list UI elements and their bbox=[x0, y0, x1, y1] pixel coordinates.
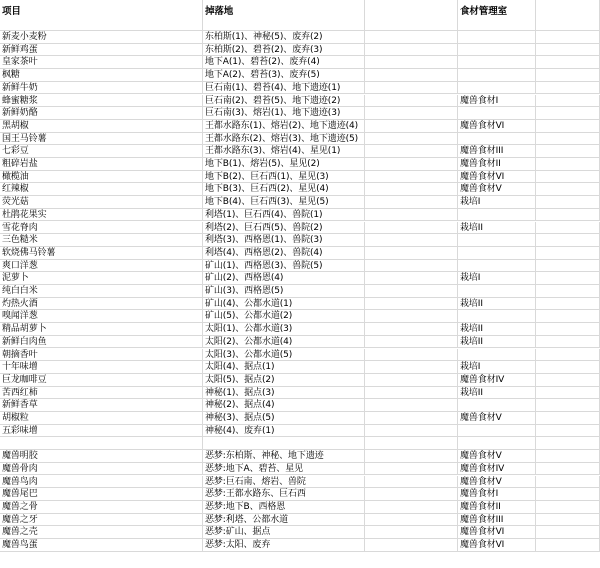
table-row bbox=[0, 310, 600, 323]
drop-location-cell[interactable]: 地下B(2)、巨石西(1)、星见(3) bbox=[203, 171, 365, 184]
drop-location-cell[interactable]: 巨石南(2)、碧苔(5)、地下遗迹(2) bbox=[203, 95, 365, 108]
table-row bbox=[0, 44, 600, 57]
table-row bbox=[0, 171, 600, 184]
table-row bbox=[0, 476, 600, 489]
blank-cell-2-cell[interactable] bbox=[536, 260, 600, 273]
ingredient-room-cell[interactable] bbox=[458, 56, 536, 69]
blank-cell-2-cell[interactable] bbox=[536, 298, 600, 311]
ingredient-room-cell[interactable] bbox=[458, 247, 536, 260]
drop-location-cell[interactable]: 地下B(1)、熔岩(5)、星见(2) bbox=[203, 158, 365, 171]
drop-location-cell[interactable]: 利塔(1)、巨石西(4)、兽院(1) bbox=[203, 209, 365, 222]
ingredient-room-cell[interactable]: 魔兽食材I bbox=[458, 95, 536, 108]
item-name-cell[interactable]: 雪花脊肉 bbox=[0, 222, 203, 235]
blank-cell-cell[interactable] bbox=[365, 437, 458, 450]
ingredient-room-cell[interactable]: 魔兽食材I bbox=[458, 488, 536, 501]
blank-cell-2-cell[interactable] bbox=[536, 336, 600, 349]
drop-location-cell[interactable] bbox=[203, 437, 365, 450]
blank-cell-2-cell[interactable] bbox=[536, 463, 600, 476]
item-name-cell[interactable]: 魔兽之壳 bbox=[0, 526, 203, 539]
ingredient-room-cell[interactable]: 栽培II bbox=[458, 387, 536, 400]
ingredient-room-cell[interactable]: 魔兽食材III bbox=[458, 145, 536, 158]
drop-location-cell[interactable]: 巨石南(3)、熔岩(1)、地下遗迹(3) bbox=[203, 107, 365, 120]
header-empty-2[interactable] bbox=[536, 0, 600, 31]
table-row bbox=[0, 425, 600, 438]
item-name-cell[interactable]: 魔兽鸟蛋 bbox=[0, 539, 203, 552]
ingredient-room-cell[interactable]: 栽培II bbox=[458, 323, 536, 336]
blank-cell-2-cell[interactable] bbox=[536, 285, 600, 298]
item-name-cell[interactable]: 新鲜鸡蛋 bbox=[0, 44, 203, 57]
table-row bbox=[0, 31, 600, 44]
blank-cell-2-cell[interactable] bbox=[536, 107, 600, 120]
drop-location-cell[interactable]: 太阳(1)、公都水道(3) bbox=[203, 323, 365, 336]
blank-cell-2-cell[interactable] bbox=[536, 120, 600, 133]
drop-location-cell[interactable]: 太阳(3)、公都水道(5) bbox=[203, 349, 365, 362]
blank-cell-2-cell[interactable] bbox=[536, 539, 600, 552]
drop-location-cell[interactable]: 矿山(1)、西格恩(3)、兽院(5) bbox=[203, 260, 365, 273]
blank-cell-2-cell[interactable] bbox=[536, 412, 600, 425]
drop-location-cell[interactable]: 利塔(2)、巨石西(5)、兽院(2) bbox=[203, 222, 365, 235]
drop-location-cell[interactable]: 矿山(3)、西格恩(5) bbox=[203, 285, 365, 298]
blank-cell-2-cell[interactable] bbox=[536, 323, 600, 336]
blank-cell-2-cell[interactable] bbox=[536, 183, 600, 196]
drop-location-cell[interactable]: 恶梦:太阳、废弃 bbox=[203, 539, 365, 552]
blank-cell-cell[interactable] bbox=[365, 399, 458, 412]
blank-cell-cell[interactable] bbox=[365, 31, 458, 44]
blank-cell-2-cell[interactable] bbox=[536, 95, 600, 108]
table-row bbox=[0, 196, 600, 209]
ingredient-room-cell[interactable]: 魔兽食材IV bbox=[458, 463, 536, 476]
blank-cell-2-cell[interactable] bbox=[536, 145, 600, 158]
table-row bbox=[0, 399, 600, 412]
blank-cell-2-cell[interactable] bbox=[536, 272, 600, 285]
drop-location-cell[interactable]: 利塔(3)、西格恩(1)、兽院(3) bbox=[203, 234, 365, 247]
ingredient-room-cell[interactable] bbox=[458, 69, 536, 82]
blank-cell-2-cell[interactable] bbox=[536, 514, 600, 527]
table-row bbox=[0, 234, 600, 247]
drop-location-cell[interactable]: 恶梦:巨石南、熔岩、兽院 bbox=[203, 476, 365, 489]
blank-cell-2-cell[interactable] bbox=[536, 310, 600, 323]
blank-cell-cell[interactable] bbox=[365, 145, 458, 158]
ingredient-room-cell[interactable]: 魔兽食材V bbox=[458, 450, 536, 463]
item-name-cell[interactable]: 魔兽尾巴 bbox=[0, 488, 203, 501]
ingredient-room-cell[interactable]: 魔兽食材II bbox=[458, 158, 536, 171]
blank-cell-2-cell[interactable] bbox=[536, 488, 600, 501]
blank-cell-cell[interactable] bbox=[365, 526, 458, 539]
drop-location-cell[interactable]: 恶梦:地下B、西格恩 bbox=[203, 501, 365, 514]
blank-cell-2-cell[interactable] bbox=[536, 450, 600, 463]
blank-cell-cell[interactable] bbox=[365, 158, 458, 171]
item-name-cell[interactable]: 新鲜白肉鱼 bbox=[0, 336, 203, 349]
header-row bbox=[0, 0, 600, 31]
blank-cell-2-cell[interactable] bbox=[536, 158, 600, 171]
table-row bbox=[0, 412, 600, 425]
ingredient-room-cell[interactable]: 魔兽食材VI bbox=[458, 171, 536, 184]
item-name-cell[interactable]: 软烧佛马铃薯 bbox=[0, 247, 203, 260]
table-row bbox=[0, 463, 600, 476]
blank-cell-cell[interactable] bbox=[365, 260, 458, 273]
table-row bbox=[0, 69, 600, 82]
table-row bbox=[0, 488, 600, 501]
blank-cell-cell[interactable] bbox=[365, 374, 458, 387]
drop-location-cell[interactable]: 神秘(3)、据点(5) bbox=[203, 412, 365, 425]
blank-cell-cell[interactable] bbox=[365, 501, 458, 514]
blank-cell-cell[interactable] bbox=[365, 107, 458, 120]
blank-cell-cell[interactable] bbox=[365, 361, 458, 374]
drop-location-cell[interactable]: 地下A(1)、碧苔(2)、废弃(4) bbox=[203, 56, 365, 69]
ingredient-room-cell[interactable] bbox=[458, 133, 536, 146]
blank-cell-2-cell[interactable] bbox=[536, 526, 600, 539]
table-row bbox=[0, 285, 600, 298]
ingredient-room-cell[interactable] bbox=[458, 209, 536, 222]
table-row bbox=[0, 120, 600, 133]
item-name-cell[interactable]: 爽口洋葱 bbox=[0, 260, 203, 273]
item-name-cell[interactable]: 魔兽鸟肉 bbox=[0, 476, 203, 489]
blank-cell-cell[interactable] bbox=[365, 44, 458, 57]
item-name-cell[interactable]: 荧光菇 bbox=[0, 196, 203, 209]
item-name-cell[interactable] bbox=[0, 437, 203, 450]
item-name-cell[interactable]: 红辣椒 bbox=[0, 183, 203, 196]
table-row bbox=[0, 183, 600, 196]
blank-cell-cell[interactable] bbox=[365, 95, 458, 108]
drop-location-cell[interactable]: 王都水路东(3)、熔岩(4)、星见(1) bbox=[203, 145, 365, 158]
item-name-cell[interactable]: 橄榄油 bbox=[0, 171, 203, 184]
blank-cell-2-cell[interactable] bbox=[536, 196, 600, 209]
drop-location-cell[interactable]: 东柏斯(2)、碧苔(2)、废弃(3) bbox=[203, 44, 365, 57]
item-name-cell[interactable]: 精品胡萝卜 bbox=[0, 323, 203, 336]
table-row bbox=[0, 145, 600, 158]
blank-cell-2-cell[interactable] bbox=[536, 374, 600, 387]
blank-cell-2-cell[interactable] bbox=[536, 387, 600, 400]
header-item[interactable]: 项目 bbox=[0, 0, 203, 31]
item-name-cell[interactable]: 泥萝卜 bbox=[0, 272, 203, 285]
ingredient-room-cell[interactable] bbox=[458, 349, 536, 362]
blank-cell-cell[interactable] bbox=[365, 412, 458, 425]
drop-location-cell[interactable]: 恶梦:地下A、碧苔、星见 bbox=[203, 463, 365, 476]
item-name-cell[interactable]: 朝摘香叶 bbox=[0, 349, 203, 362]
item-name-cell[interactable]: 五彩味增 bbox=[0, 425, 203, 438]
ingredient-room-cell[interactable] bbox=[458, 234, 536, 247]
blank-cell-cell[interactable] bbox=[365, 222, 458, 235]
item-name-cell[interactable]: 纯白白米 bbox=[0, 285, 203, 298]
drop-location-cell[interactable]: 神秘(1)、据点(3) bbox=[203, 387, 365, 400]
ingredient-room-cell[interactable] bbox=[458, 82, 536, 95]
blank-cell-2-cell[interactable] bbox=[536, 437, 600, 450]
blank-cell-cell[interactable] bbox=[365, 349, 458, 362]
drop-location-cell[interactable]: 地下B(4)、巨石西(3)、星见(5) bbox=[203, 196, 365, 209]
item-name-cell[interactable]: 魔兽之骨 bbox=[0, 501, 203, 514]
drop-location-cell[interactable]: 矿山(5)、公都水道(2) bbox=[203, 310, 365, 323]
ingredient-room-cell[interactable] bbox=[458, 437, 536, 450]
drop-location-cell[interactable]: 恶梦:王都水路东、巨石西 bbox=[203, 488, 365, 501]
item-name-cell[interactable]: 新鲜奶酪 bbox=[0, 107, 203, 120]
blank-cell-cell[interactable] bbox=[365, 425, 458, 438]
drop-location-cell[interactable]: 恶梦:东柏斯、神秘、地下遗迹 bbox=[203, 450, 365, 463]
item-name-cell[interactable]: 粗碎岩盐 bbox=[0, 158, 203, 171]
item-name-cell[interactable]: 新鲜牛奶 bbox=[0, 82, 203, 95]
blank-cell-2-cell[interactable] bbox=[536, 425, 600, 438]
drop-location-cell[interactable]: 王都水路东(1)、熔岩(2)、地下遗迹(4) bbox=[203, 120, 365, 133]
drop-location-cell[interactable]: 矿山(4)、公都水道(1) bbox=[203, 298, 365, 311]
drop-location-cell[interactable]: 地下B(3)、巨石西(2)、星见(4) bbox=[203, 183, 365, 196]
ingredient-room-cell[interactable]: 栽培II bbox=[458, 298, 536, 311]
drop-location-cell[interactable]: 地下A(2)、碧苔(3)、废弃(5) bbox=[203, 69, 365, 82]
table-row bbox=[0, 56, 600, 69]
item-name-cell[interactable]: 苦西红柿 bbox=[0, 387, 203, 400]
blank-cell-cell[interactable] bbox=[365, 336, 458, 349]
ingredient-room-cell[interactable]: 魔兽食材III bbox=[458, 514, 536, 527]
blank-cell-cell[interactable] bbox=[365, 82, 458, 95]
blank-cell-cell[interactable] bbox=[365, 514, 458, 527]
table-row bbox=[0, 158, 600, 171]
ingredient-room-cell[interactable]: 栽培I bbox=[458, 196, 536, 209]
ingredient-room-cell[interactable]: 魔兽食材VI bbox=[458, 526, 536, 539]
blank-cell-cell[interactable] bbox=[365, 69, 458, 82]
blank-cell-cell[interactable] bbox=[365, 488, 458, 501]
table-row bbox=[0, 387, 600, 400]
ingredient-room-cell[interactable]: 栽培I bbox=[458, 361, 536, 374]
ingredient-room-cell[interactable] bbox=[458, 399, 536, 412]
ingredient-room-cell[interactable] bbox=[458, 44, 536, 57]
table-row bbox=[0, 450, 600, 463]
blank-cell-2-cell[interactable] bbox=[536, 399, 600, 412]
item-name-cell[interactable]: 杜鹃花果实 bbox=[0, 209, 203, 222]
item-name-cell[interactable]: 魔兽之牙 bbox=[0, 514, 203, 527]
blank-cell-cell[interactable] bbox=[365, 171, 458, 184]
drop-location-cell[interactable]: 太阳(4)、据点(1) bbox=[203, 361, 365, 374]
table-row bbox=[0, 260, 600, 273]
blank-cell-2-cell[interactable] bbox=[536, 31, 600, 44]
blank-cell-cell[interactable] bbox=[365, 298, 458, 311]
item-name-cell[interactable]: 新麦小麦粉 bbox=[0, 31, 203, 44]
blank-cell-2-cell[interactable] bbox=[536, 44, 600, 57]
drop-location-cell[interactable]: 太阳(2)、公都水道(4) bbox=[203, 336, 365, 349]
table-row bbox=[0, 514, 600, 527]
ingredient-room-cell[interactable]: 魔兽食材V bbox=[458, 412, 536, 425]
ingredient-room-cell[interactable]: 栽培I bbox=[458, 272, 536, 285]
blank-cell-2-cell[interactable] bbox=[536, 247, 600, 260]
blank-cell-2-cell[interactable] bbox=[536, 209, 600, 222]
item-name-cell[interactable]: 十年味增 bbox=[0, 361, 203, 374]
blank-cell-2-cell[interactable] bbox=[536, 56, 600, 69]
blank-cell-cell[interactable] bbox=[365, 387, 458, 400]
drop-location-cell[interactable]: 矿山(2)、西格恩(4) bbox=[203, 272, 365, 285]
blank-cell-2-cell[interactable] bbox=[536, 222, 600, 235]
drop-location-cell[interactable]: 利塔(4)、西格恩(2)、兽院(4) bbox=[203, 247, 365, 260]
item-name-cell[interactable]: 巨龙咖啡豆 bbox=[0, 374, 203, 387]
ingredient-room-cell[interactable] bbox=[458, 425, 536, 438]
table-row bbox=[0, 501, 600, 514]
item-name-cell[interactable]: 三色糙米 bbox=[0, 234, 203, 247]
blank-cell-cell[interactable] bbox=[365, 285, 458, 298]
table-row bbox=[0, 298, 600, 311]
drop-location-cell[interactable]: 东柏斯(1)、神秘(5)、废弃(2) bbox=[203, 31, 365, 44]
blank-cell-2-cell[interactable] bbox=[536, 69, 600, 82]
item-name-cell[interactable]: 魔兽骨肉 bbox=[0, 463, 203, 476]
item-name-cell[interactable]: 皇家茶叶 bbox=[0, 56, 203, 69]
table-row bbox=[0, 323, 600, 336]
blank-cell-cell[interactable] bbox=[365, 196, 458, 209]
blank-cell-cell[interactable] bbox=[365, 476, 458, 489]
ingredient-room-cell[interactable]: 魔兽食材II bbox=[458, 501, 536, 514]
item-name-cell[interactable]: 新鲜香草 bbox=[0, 399, 203, 412]
item-name-cell[interactable]: 黑胡椒 bbox=[0, 120, 203, 133]
blank-cell-2-cell[interactable] bbox=[536, 234, 600, 247]
table-row bbox=[0, 349, 600, 362]
blank-cell-2-cell[interactable] bbox=[536, 82, 600, 95]
table-row bbox=[0, 209, 600, 222]
item-name-cell[interactable]: 国王马铃薯 bbox=[0, 133, 203, 146]
table-row bbox=[0, 272, 600, 285]
ingredient-room-cell[interactable]: 魔兽食材VI bbox=[458, 120, 536, 133]
table-row bbox=[0, 247, 600, 260]
blank-cell-cell[interactable] bbox=[365, 539, 458, 552]
item-name-cell[interactable]: 胡椒粒 bbox=[0, 412, 203, 425]
table-row bbox=[0, 133, 600, 146]
blank-cell-cell[interactable] bbox=[365, 234, 458, 247]
blank-cell-2-cell[interactable] bbox=[536, 501, 600, 514]
blank-cell-2-cell[interactable] bbox=[536, 476, 600, 489]
blank-cell-cell[interactable] bbox=[365, 120, 458, 133]
ingredient-room-cell[interactable]: 栽培II bbox=[458, 222, 536, 235]
ingredient-room-cell[interactable] bbox=[458, 107, 536, 120]
table-row bbox=[0, 222, 600, 235]
ingredient-room-cell[interactable]: 魔兽食材V bbox=[458, 476, 536, 489]
drop-location-cell[interactable]: 巨石南(1)、碧苔(4)、地下遗迹(1) bbox=[203, 82, 365, 95]
blank-cell-cell[interactable] bbox=[365, 450, 458, 463]
blank-cell-2-cell[interactable] bbox=[536, 171, 600, 184]
blank-cell-cell[interactable] bbox=[365, 247, 458, 260]
drop-location-cell[interactable]: 太阳(5)、据点(2) bbox=[203, 374, 365, 387]
drop-location-cell[interactable]: 神秘(4)、废弃(1) bbox=[203, 425, 365, 438]
ingredient-room-cell[interactable] bbox=[458, 310, 536, 323]
ingredient-room-cell[interactable] bbox=[458, 31, 536, 44]
drop-location-cell[interactable]: 神秘(2)、据点(4) bbox=[203, 399, 365, 412]
ingredient-room-cell[interactable]: 魔兽食材V bbox=[458, 183, 536, 196]
item-name-cell[interactable]: 嗅闻洋葱 bbox=[0, 310, 203, 323]
header-drop-location[interactable]: 掉落地 bbox=[203, 0, 365, 31]
table-row bbox=[0, 526, 600, 539]
item-name-cell[interactable]: 枫糖 bbox=[0, 69, 203, 82]
table-row bbox=[0, 107, 600, 120]
blank-cell-cell[interactable] bbox=[365, 272, 458, 285]
ingredient-room-cell[interactable]: 栽培II bbox=[458, 336, 536, 349]
blank-cell-2-cell[interactable] bbox=[536, 349, 600, 362]
table-row bbox=[0, 437, 600, 450]
blank-cell-cell[interactable] bbox=[365, 56, 458, 69]
blank-cell-cell[interactable] bbox=[365, 323, 458, 336]
table-row bbox=[0, 374, 600, 387]
ingredient-room-cell[interactable] bbox=[458, 285, 536, 298]
ingredient-room-cell[interactable]: 魔兽食材VI bbox=[458, 539, 536, 552]
blank-cell-cell[interactable] bbox=[365, 133, 458, 146]
blank-cell-cell[interactable] bbox=[365, 310, 458, 323]
table-row bbox=[0, 336, 600, 349]
ingredient-room-cell[interactable] bbox=[458, 260, 536, 273]
header-ingredient-room[interactable]: 食材管理室 bbox=[458, 0, 536, 31]
blank-cell-cell[interactable] bbox=[365, 463, 458, 476]
item-name-cell[interactable]: 灼热火酒 bbox=[0, 298, 203, 311]
table-row bbox=[0, 361, 600, 374]
item-name-cell[interactable]: 蜂蜜糖浆 bbox=[0, 95, 203, 108]
blank-cell-2-cell[interactable] bbox=[536, 133, 600, 146]
table-row bbox=[0, 95, 600, 108]
drop-location-cell[interactable]: 王都水路东(2)、熔岩(3)、地下遗迹(5) bbox=[203, 133, 365, 146]
header-empty[interactable] bbox=[365, 0, 458, 31]
drop-location-cell[interactable]: 恶梦:矿山、据点 bbox=[203, 526, 365, 539]
item-name-cell[interactable]: 七彩豆 bbox=[0, 145, 203, 158]
item-name-cell[interactable]: 魔兽明胶 bbox=[0, 450, 203, 463]
drop-location-cell[interactable]: 恶梦:利塔、公都水道 bbox=[203, 514, 365, 527]
ingredient-room-cell[interactable]: 魔兽食材IV bbox=[458, 374, 536, 387]
table-row bbox=[0, 539, 600, 552]
blank-cell-2-cell[interactable] bbox=[536, 361, 600, 374]
table-row bbox=[0, 82, 600, 95]
blank-cell-cell[interactable] bbox=[365, 183, 458, 196]
blank-cell-cell[interactable] bbox=[365, 209, 458, 222]
